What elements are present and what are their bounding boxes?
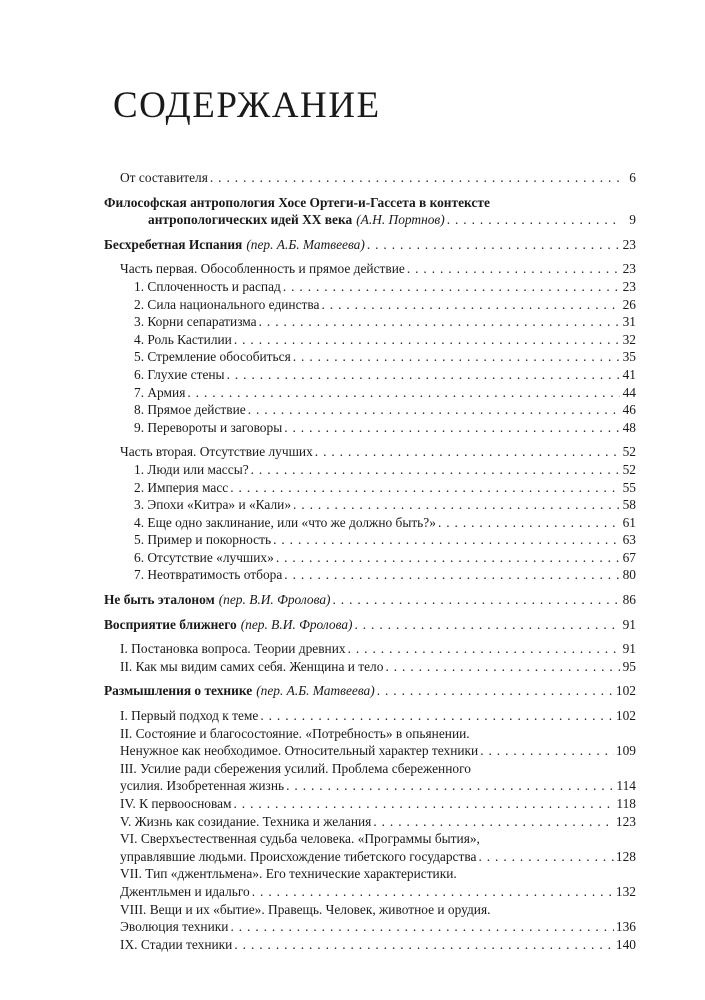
toc-leader-dots [187, 384, 620, 402]
toc-leader-dots [407, 260, 620, 278]
toc-page-number: 95 [622, 658, 636, 674]
toc-page-number: 80 [622, 567, 636, 583]
toc-entry[interactable] [104, 813, 636, 831]
toc-page-number: 132 [615, 883, 636, 899]
toc-entry-editor: (пер. В.И. Фролова) [218, 592, 331, 608]
toc-page-number: 23 [622, 261, 636, 277]
toc-leader-dots [367, 236, 620, 254]
toc-entry-title: 3. Эпохи «Китра» и «Кали» [134, 497, 292, 513]
toc-entry[interactable] [104, 384, 636, 402]
toc-leader-dots [332, 591, 620, 609]
toc-page-number: 41 [622, 366, 636, 382]
toc-entry[interactable] [104, 461, 636, 479]
toc-entry[interactable] [104, 194, 636, 229]
toc-entry-title: VI. Сверхъестественная судьба человека. «Программы бытия», [120, 831, 480, 847]
toc-entry-title: Часть вторая. Отсутствие лучших [120, 444, 313, 460]
toc-page-number: 136 [615, 919, 636, 935]
toc-entry-title: IV. К первоосновам [120, 796, 232, 811]
toc-entry[interactable] [104, 549, 636, 567]
toc-leader-dots [377, 682, 614, 700]
toc-leader-dots [251, 461, 620, 479]
toc-entry-title: I. Постановка вопроса. Теории древних [120, 641, 346, 657]
toc-page-number: 52 [622, 444, 636, 460]
toc-leader-dots [284, 419, 620, 437]
toc-entry[interactable] [104, 479, 636, 497]
toc-entry-title: VIII. Вещи и их «бытие». Правещь. Человек, животное и орудия. [120, 901, 491, 917]
toc-entry-title: От составителя [120, 170, 208, 185]
toc-entry[interactable] [104, 865, 636, 900]
toc-page-number: 23 [622, 236, 636, 252]
toc-leader-dots [283, 278, 620, 296]
toc-entry[interactable] [104, 296, 636, 314]
toc-leader-dots [284, 566, 620, 584]
toc-entry-title: Ненужное как необходимое. Относительный характер техники [120, 743, 479, 759]
toc-entry-title: 4. Роль Кастилии [134, 331, 232, 347]
toc-entry-title: 2. Сила национального единства [134, 296, 320, 312]
toc-entry[interactable] [104, 260, 636, 278]
toc-leader-dots [234, 331, 620, 349]
toc-entry[interactable] [104, 830, 636, 865]
toc-entry[interactable] [104, 401, 636, 419]
toc-page-number: 35 [622, 349, 636, 365]
toc-page-number: 86 [622, 592, 636, 608]
toc-page-number: 123 [615, 813, 636, 829]
toc-page-number: 32 [622, 331, 636, 347]
toc-entry-title: 6. Отсутствие «лучших» [134, 549, 274, 565]
toc-entry-title: 4. Еще одно заклинание, или «что же должно быть?» [134, 514, 436, 530]
toc-leader-dots [230, 479, 620, 497]
toc-entry-title: Бесхребетная Испания [104, 236, 243, 252]
toc-page-number: 31 [622, 314, 636, 330]
toc-page-number: 52 [622, 461, 636, 477]
toc-page-number: 9 [629, 212, 636, 228]
toc-entry-editor: (пер. А.Б. Матвеева) [256, 683, 375, 699]
toc-entry[interactable] [104, 707, 636, 725]
toc-entry[interactable] [104, 169, 636, 187]
toc-entry[interactable] [104, 531, 636, 549]
toc-entry[interactable] [104, 658, 636, 676]
toc-leader-dots [315, 443, 620, 461]
toc-entry-title: Философская антропология Хосе Ортеги-и-Гассета в контексте [104, 194, 490, 210]
toc-entry-title: I. Первый подход к теме [120, 708, 259, 724]
toc-leader-dots [234, 936, 614, 954]
toc-page-number: 109 [615, 743, 636, 759]
toc-entry-title: 1. Сплоченность и распад [134, 278, 281, 294]
toc-entry[interactable] [104, 725, 636, 760]
toc-page-number: 23 [622, 278, 636, 294]
toc-page-number: 102 [615, 708, 636, 724]
toc-entry-title: II. Как мы видим самих себя. Женщина и тело [120, 658, 384, 674]
toc-leader-dots [210, 169, 620, 187]
toc-leader-dots [354, 616, 620, 634]
toc-leader-dots [230, 918, 613, 936]
toc-leader-dots [252, 883, 614, 901]
toc-leader-dots [234, 795, 615, 813]
toc-page-number: 118 [616, 796, 636, 811]
toc-entry[interactable] [104, 795, 636, 813]
toc-entry[interactable] [104, 936, 636, 954]
toc-entry-title: Часть первая. Обособленность и прямое действие [120, 261, 405, 277]
toc-entry-title: VII. Тип «джентльмена». Его технические характеристики. [120, 866, 457, 882]
toc-leader-dots [260, 707, 614, 725]
toc-entry-title: Восприятие ближнего [104, 616, 237, 632]
toc-page-number: 61 [622, 514, 636, 530]
toc-entry-title: Эволюция техники [120, 919, 229, 935]
toc-entry-title: Не быть эталоном [104, 592, 215, 608]
toc-page-number: 26 [622, 296, 636, 312]
toc-page-number: 140 [615, 936, 636, 952]
toc-leader-dots [438, 514, 620, 532]
toc-leader-dots [273, 531, 620, 549]
toc-entry-title: 7. Армия [134, 384, 186, 400]
toc-entry[interactable] [104, 682, 636, 700]
toc-entry[interactable] [104, 901, 636, 936]
toc-leader-dots [348, 640, 620, 658]
toc-page-number: 58 [622, 497, 636, 513]
toc-leader-dots [480, 742, 614, 760]
toc-leader-dots [385, 658, 620, 676]
toc-page-number: 67 [622, 549, 636, 565]
toc-page-number: 91 [622, 616, 636, 632]
toc-entry[interactable] [104, 236, 636, 254]
toc-entry[interactable] [104, 760, 636, 795]
toc-entry-title: V. Жизнь как созидание. Техника и желания [120, 813, 372, 829]
toc-leader-dots [321, 296, 620, 314]
toc-page-number: 6 [629, 170, 636, 185]
toc-entry-title: III. Усилие ради сбережения усилий. Проблема сбереженного [120, 760, 471, 776]
table-of-contents [104, 169, 636, 953]
toc-entry-title: 3. Корни сепаратизма [134, 314, 257, 330]
toc-entry-editor: (пер. В.И. Фролова) [240, 616, 353, 632]
toc-page-number: 91 [622, 641, 636, 657]
toc-page-number: 63 [622, 532, 636, 548]
toc-entry[interactable] [104, 366, 636, 384]
toc-entry[interactable] [104, 443, 636, 461]
toc-entry[interactable] [104, 419, 636, 437]
toc-entry-editor: (пер. А.Б. Матвеева) [246, 236, 365, 252]
toc-entry-title: 2. Империя масс [134, 479, 229, 495]
toc-page-number: 44 [622, 384, 636, 400]
toc-leader-dots [276, 549, 620, 567]
toc-entry-title: 8. Прямое действие [134, 402, 246, 418]
toc-entry[interactable] [104, 616, 636, 634]
toc-page-number: 114 [616, 778, 636, 794]
toc-entry-title: 9. Перевороты и заговоры [134, 419, 283, 435]
toc-entry[interactable] [104, 566, 636, 584]
toc-entry-title: 1. Люди или массы? [134, 461, 249, 477]
toc-entry-title: антропологических идей XX века [148, 212, 353, 228]
toc-page-number: 102 [615, 683, 636, 699]
toc-leader-dots [478, 848, 613, 866]
toc-entry-title: 7. Неотвратимость отбора [134, 567, 283, 583]
toc-leader-dots [373, 813, 614, 831]
toc-entry-title: II. Состояние и благосостояние. «Потребность» в опьянении. [120, 725, 470, 741]
toc-entry-title: усилия. Изобретенная жизнь [120, 778, 285, 794]
toc-leader-dots [248, 401, 620, 419]
toc-entry-title: 5. Стремление обособиться [134, 349, 291, 365]
toc-leader-dots [447, 211, 620, 229]
toc-entry-editor: (А.Н. Портнов) [356, 212, 445, 228]
toc-entry[interactable] [104, 514, 636, 532]
toc-leader-dots [259, 313, 620, 331]
toc-entry-title: 6. Глухие стены [134, 366, 225, 382]
toc-entry-title: Размышления о технике [104, 683, 253, 699]
toc-leader-dots [293, 496, 620, 514]
toc-page-number: 55 [622, 479, 636, 495]
toc-entry[interactable] [104, 640, 636, 658]
page-title: СОДЕРЖАНИЕ [113, 85, 381, 126]
toc-entry[interactable] [104, 591, 636, 609]
toc-page-number: 46 [622, 402, 636, 418]
toc-entry[interactable] [104, 313, 636, 331]
toc-entry[interactable] [104, 331, 636, 349]
toc-leader-dots [286, 777, 614, 795]
toc-leader-dots [227, 366, 620, 384]
toc-entry-title: Джентльмен и идальго [120, 883, 250, 899]
toc-entry-title: управлявшие людьми. Происхождение тибетского государства [120, 848, 477, 864]
toc-entry[interactable] [104, 348, 636, 366]
toc-entry[interactable] [104, 278, 636, 296]
toc-entry-title: 5. Пример и покорность [134, 532, 272, 548]
toc-entry[interactable] [104, 496, 636, 514]
toc-page-number: 48 [622, 419, 636, 435]
toc-leader-dots [293, 348, 620, 366]
toc-entry-title: IX. Стадии техники [120, 936, 233, 952]
toc-page-number: 128 [615, 848, 636, 864]
